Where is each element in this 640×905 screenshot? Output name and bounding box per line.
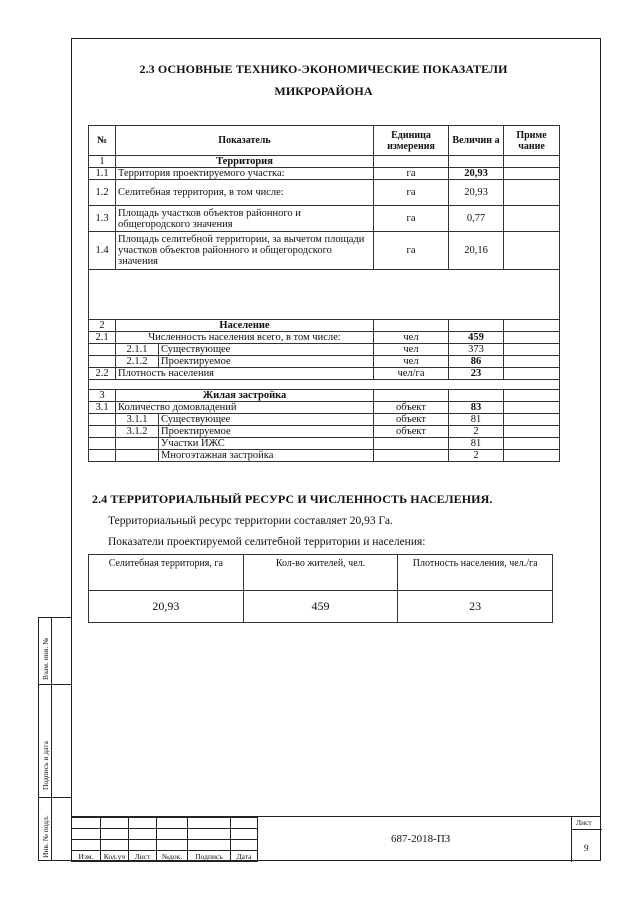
table-row: 2.1.1 Существующее чел 373 bbox=[89, 344, 560, 356]
table-header-row: Селитебная территория, га Кол-во жителей, чел. Плотность населения, чел./га bbox=[89, 555, 553, 591]
side-label-inventory: Инв. № подл. bbox=[41, 815, 50, 858]
table-row: 2 Население bbox=[89, 320, 560, 332]
group-title: Жилая застройка bbox=[116, 390, 374, 402]
table-header-row bbox=[89, 126, 560, 156]
header-note: Приме чание bbox=[504, 126, 560, 156]
group-title: Население bbox=[116, 320, 374, 332]
header-value: Величин а bbox=[449, 126, 504, 156]
section-title-line2: МИКРОРАЙОНА bbox=[274, 84, 373, 98]
header-num: № bbox=[89, 126, 116, 156]
table-row: 2.1.2 Проектируемое чел 86 bbox=[89, 356, 560, 368]
table-row: 1 Территория bbox=[89, 156, 560, 168]
table-row: 1.4 Площадь селитебной территории, за вычетом площади участков объектов районного и общегородского значения га 20,16 bbox=[89, 232, 560, 270]
indicators-table bbox=[88, 125, 560, 462]
sheet-label: Лист bbox=[576, 818, 592, 827]
stamp-grid: Изм. Кол.уч Лист №док. Подпись Дата bbox=[71, 817, 258, 862]
section2-title: 2.4 ТЕРРИТОРИАЛЬНЫЙ РЕСУРС И ЧИСЛЕННОСТЬ НАСЕЛЕНИЯ. bbox=[92, 492, 493, 506]
section-title-line1: 2.3 ОСНОВНЫЕ ТЕХНИКО-ЭКОНОМИЧЕСКИЕ ПОКАЗАТЕЛИ bbox=[139, 62, 508, 76]
table-row: 1.3 Площадь участков объектов районного и общегородского значения га 0,77 bbox=[89, 206, 560, 232]
table-spacer-row bbox=[89, 380, 560, 390]
side-strip bbox=[38, 617, 71, 861]
table-row: Участки ИЖС 81 bbox=[89, 438, 560, 450]
title-block bbox=[71, 816, 601, 862]
table-row: 3.1 Количество домовладений объект 83 bbox=[89, 402, 560, 414]
side-label-signature: Подпись и дата bbox=[41, 741, 50, 790]
table-row: Многоэтажная застройка 2 bbox=[89, 450, 560, 462]
table-row: 1.2 Селитебная территория, в том числе: га 20,93 bbox=[89, 180, 560, 206]
table-row: 3.1.2 Проектируемое объект 2 bbox=[89, 426, 560, 438]
table-row: 3 Жилая застройка bbox=[89, 390, 560, 402]
header-indicator: Показатель bbox=[116, 126, 374, 156]
table-row: 1.1 Территория проектируемого участка: га 20,93 bbox=[89, 168, 560, 180]
table-row: 3.1.1 Существующее объект 81 bbox=[89, 414, 560, 426]
paragraph: Показатели проектируемой селитебной территории и населения: bbox=[108, 536, 426, 548]
sheet-number: 9 bbox=[584, 843, 589, 853]
summary-table bbox=[88, 554, 553, 623]
side-label-replace: Взам. инв. № bbox=[41, 637, 50, 680]
table-row: 2.1 Численность населения всего, в том числе: чел 459 bbox=[89, 332, 560, 344]
document-code: 687-2018-ПЗ bbox=[391, 833, 451, 845]
sheet-box bbox=[571, 817, 602, 862]
paragraph: Территориальный ресурс территории составляет 20,93 Га. bbox=[108, 515, 393, 527]
table-spacer-row bbox=[89, 270, 560, 320]
group-title: Территория bbox=[116, 156, 374, 168]
table-row: 2.2 Плотность населения чел/га 23 bbox=[89, 368, 560, 380]
header-unit: Единица измерения bbox=[374, 126, 449, 156]
table-row: 20,93 459 23 bbox=[89, 591, 553, 623]
